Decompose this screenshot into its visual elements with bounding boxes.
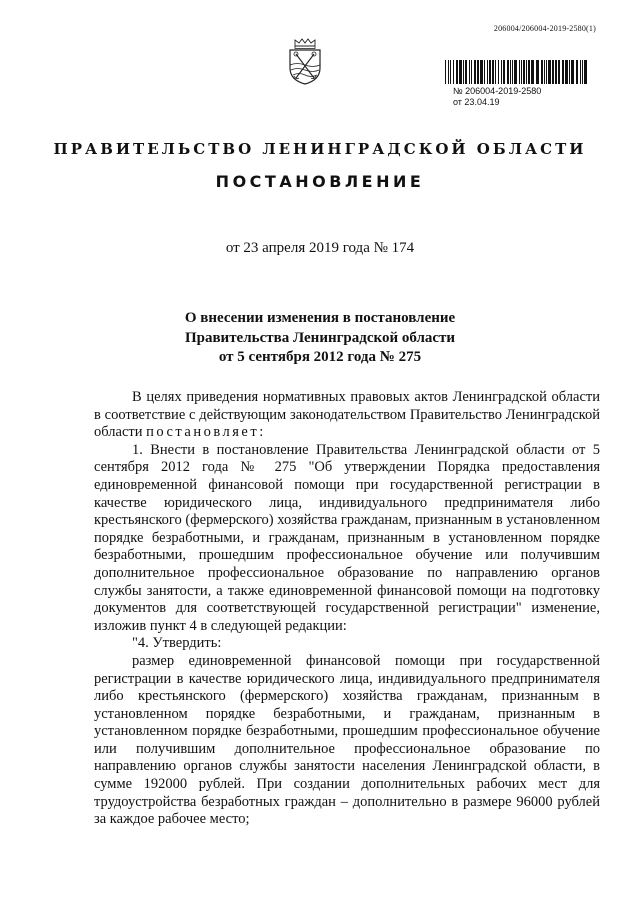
barcode-bar xyxy=(541,60,543,84)
barcode-bar xyxy=(523,60,525,84)
barcode-bar xyxy=(526,60,527,84)
document-subject xyxy=(0,309,640,368)
subject-line: от 5 сентября 2012 года № 275 xyxy=(218,349,422,365)
barcode-bar xyxy=(571,60,574,84)
registration-block xyxy=(445,60,590,108)
decree-keyword: постановляет: xyxy=(146,424,266,441)
preamble-paragraph xyxy=(94,389,600,442)
barcode-bar xyxy=(459,60,462,84)
preamble-text: В целях приведения нормативных правовых актов Ленинградской области в соответствие с действующим законодательством Правительство Ленинградской области xyxy=(94,389,600,441)
barcode-bar xyxy=(465,60,467,84)
barcode-bar xyxy=(445,60,446,84)
government-title: ПРАВИТЕЛЬСТВО ЛЕНИНГРАДСКОЙ ОБЛАСТИ xyxy=(53,140,587,158)
barcode-bar xyxy=(569,60,570,84)
barcode-bar xyxy=(519,60,520,84)
barcode-bar xyxy=(521,60,522,84)
barcode-bar xyxy=(544,60,545,84)
barcode-bar xyxy=(558,60,560,84)
barcode-bar xyxy=(531,60,534,84)
barcode-bar xyxy=(528,60,530,84)
subject-line: О внесении изменения в постановление xyxy=(184,310,456,326)
barcode-bar xyxy=(487,60,488,84)
barcode-bar xyxy=(480,60,483,84)
barcode-bar xyxy=(555,60,557,84)
barcode-bar xyxy=(471,60,472,84)
document-date: от 23 апреля 2019 года № 174 xyxy=(225,240,415,256)
subject-line: Правительства Ленинградской области xyxy=(184,329,456,346)
barcode-bar xyxy=(450,60,451,84)
clause-paragraph: "4. Утвердить: xyxy=(132,635,222,652)
barcode-bar xyxy=(456,60,458,84)
barcode-bar xyxy=(463,60,464,84)
barcode-bar xyxy=(495,60,496,84)
barcode-image xyxy=(445,60,587,84)
barcode-bar xyxy=(503,60,505,84)
barcode-bar xyxy=(514,60,517,84)
barcode-bar xyxy=(562,60,564,84)
document-type-title: ПОСТАНОВЛЕНИЕ xyxy=(215,172,425,191)
barcode-bar xyxy=(548,60,551,84)
barcode-bar xyxy=(448,60,449,84)
barcode-bar xyxy=(565,60,568,84)
barcode-bar xyxy=(477,60,479,84)
barcode-bar xyxy=(580,60,581,84)
barcode-bar xyxy=(552,60,554,84)
clause-paragraph: размер единовременной финансовой помощи при государственной регистрации в качестве юридического лица, индивидуального предпринимателя либо крестьянского (фермерского) хозяйства гражданам, признанным в установленном порядке безработными, и гражданам, признанным в установленном порядке безработными, прошедшим профессиональное обучение или получившим дополнительное профессиональное образование по направлению органов службы занятости населения Ленинградской области, в сумме 192000 рублей. При создании дополнительных рабочих мест для трудоустройства безработных граждан – дополнительно в размере 96000 рублей за каждое рабочее место; xyxy=(94,652,600,828)
barcode-bar xyxy=(584,60,587,84)
barcode-bar xyxy=(510,60,511,84)
barcode-bar xyxy=(501,60,502,84)
barcode-bar xyxy=(484,60,485,84)
clause-paragraph: 1. Внести в постановление Правительства Ленинградской области от 5 сентября 2012 года № 275 "Об утверждении Порядка предоставления единовременной финансовой помощи при государственной регистрации в качестве юридического лица, индивидуального предпринимателя либо крестьянского (фермерского) хозяйства гражданам, признанным в установленном порядке безработными, и гражданам, признанным в установленном порядке безработными, прошедшим профессиональное обучение или получившим дополнительное профессиональное образование по направлению органов службы занятости, а также единовременной финансовой помощи на подготовку документов для соответствующей государственной регистрации" изменение, изложив пункт 4 в следующей редакции: xyxy=(94,441,600,634)
barcode-bar xyxy=(474,60,476,84)
barcode-bar xyxy=(489,60,491,84)
barcode-bar xyxy=(507,60,509,84)
barcode-bar xyxy=(512,60,513,84)
registration-date: от 23.04.19 xyxy=(453,97,500,107)
barcode-bar xyxy=(576,60,578,84)
registration-number: № 206004-2019-2580 xyxy=(453,86,542,96)
barcode-bar xyxy=(453,60,454,84)
leningrad-oblast-coat-of-arms-icon xyxy=(287,36,323,86)
barcode-bar xyxy=(546,60,547,84)
barcode-bar xyxy=(582,60,583,84)
barcode-bar xyxy=(536,60,539,84)
top-reference-number: 206004/206004-2019-2580(1) xyxy=(493,24,596,33)
barcode-bar xyxy=(498,60,499,84)
document-body xyxy=(94,389,600,829)
barcode-bar xyxy=(469,60,470,84)
barcode-bar xyxy=(492,60,494,84)
